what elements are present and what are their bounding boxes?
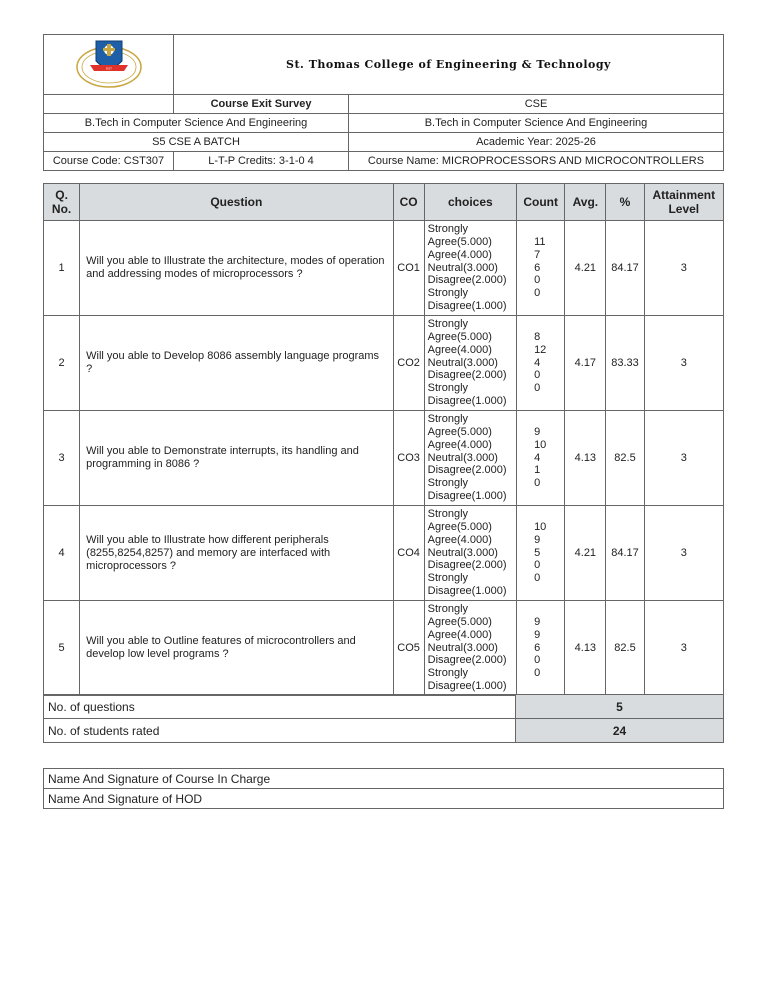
count-value: 0 (534, 369, 541, 382)
choice-label: Disagree(2.000) (427, 559, 507, 572)
count-value: 11 (534, 236, 546, 248)
choice-label: Agree(4.000) (427, 438, 492, 451)
choice-label: Strongly Agree(5.000) (427, 318, 492, 343)
co-code: CO4 (393, 506, 424, 601)
logo-cell (44, 35, 174, 95)
attainment-level: 3 (644, 601, 723, 696)
count-value: 4 (534, 451, 541, 464)
choice-label: Disagree(2.000) (427, 274, 507, 287)
col-count: Count (517, 184, 565, 221)
header-table (43, 34, 724, 171)
choice-label: Neutral(3.000) (427, 261, 498, 274)
attainment-level: 3 (644, 411, 723, 506)
count-value: 0 (534, 654, 541, 667)
attainment-level: 3 (644, 316, 723, 411)
col-pct: % (606, 184, 644, 221)
svg-text:EST: EST (105, 66, 112, 71)
course-in-charge-signature: Name And Signature of Course In Charge (44, 769, 724, 789)
program-right: B.Tech in Computer Science And Engineering (349, 114, 724, 133)
academic-year: Academic Year: 2025-26 (349, 133, 724, 152)
college-logo (74, 35, 144, 91)
question-number: 3 (44, 411, 80, 506)
col-avg: Avg. (565, 184, 606, 221)
count-value: 9 (534, 616, 541, 628)
header-blank-cell (44, 95, 174, 114)
count-value: 5 (534, 546, 541, 559)
count-value: 9 (534, 533, 541, 546)
co-code: CO5 (393, 601, 424, 696)
program-left: B.Tech in Computer Science And Engineering (44, 114, 349, 133)
survey-table (43, 183, 724, 696)
choices-list (424, 221, 516, 316)
count-value: 12 (534, 343, 547, 356)
count-value: 0 (534, 572, 541, 585)
col-choices: choices (424, 184, 516, 221)
table-row (44, 316, 724, 411)
question-number: 4 (44, 506, 80, 601)
percent-value: 84.17 (606, 506, 644, 601)
ltp-credits: L-T-P Credits: 3-1-0 4 (174, 152, 349, 171)
percent-value: 83.33 (606, 316, 644, 411)
count-value: 6 (534, 641, 541, 654)
hod-signature: Name And Signature of HOD (44, 789, 724, 809)
choice-label: Strongly Disagree(1.000) (427, 287, 507, 312)
question-number: 2 (44, 316, 80, 411)
question-number: 1 (44, 221, 80, 316)
college-name: St. Thomas College of Engineering & Technology (174, 35, 724, 95)
attainment-level: 3 (644, 221, 723, 316)
choice-label: Disagree(2.000) (427, 464, 507, 477)
course-name: Course Name: MICROPROCESSORS AND MICROCONTROLLERS (349, 152, 724, 171)
attainment-level: 3 (644, 506, 723, 601)
students-rated-value: 24 (516, 719, 724, 743)
choices-list (424, 601, 516, 696)
choice-label: Agree(4.000) (427, 343, 492, 356)
counts-list (517, 316, 565, 411)
percent-value: 82.5 (606, 411, 644, 506)
choice-label: Strongly Agree(5.000) (427, 223, 492, 248)
col-level: Attainment Level (644, 184, 723, 221)
table-row (44, 506, 724, 601)
choices-list (424, 411, 516, 506)
questions-count-label: No. of questions (44, 695, 516, 719)
choice-label: Neutral(3.000) (427, 546, 498, 559)
summary-table (43, 694, 724, 743)
question-number: 5 (44, 601, 80, 696)
count-value: 9 (534, 628, 541, 641)
col-qno: Q. No. (44, 184, 80, 221)
question-text: Will you able to Illustrate how different peripherals (8255,8254,8257) and memory are interfaced with microprocessors ? (80, 506, 393, 601)
counts-list (517, 506, 565, 601)
choice-label: Disagree(2.000) (427, 654, 507, 667)
choice-label: Agree(4.000) (427, 628, 492, 641)
choice-label: Strongly Agree(5.000) (427, 603, 492, 628)
count-value: 0 (534, 382, 541, 395)
choice-label: Strongly Agree(5.000) (427, 508, 492, 533)
count-value: 0 (534, 274, 541, 287)
co-code: CO1 (393, 221, 424, 316)
count-value: 0 (534, 667, 541, 680)
average-value: 4.13 (565, 411, 606, 506)
choice-label: Agree(4.000) (427, 533, 492, 546)
choice-label: Strongly Disagree(1.000) (427, 667, 507, 692)
counts-list (517, 221, 565, 316)
co-code: CO3 (393, 411, 424, 506)
table-row (44, 221, 724, 316)
table-row (44, 411, 724, 506)
percent-value: 84.17 (606, 221, 644, 316)
count-value: 10 (534, 521, 547, 533)
count-value: 7 (534, 248, 541, 261)
course-code: Course Code: CST307 (44, 152, 174, 171)
question-text: Will you able to Demonstrate interrupts, its handling and programming in 8086 ? (80, 411, 393, 506)
question-text: Will you able to Develop 8086 assembly language programs ? (80, 316, 393, 411)
survey-title: Course Exit Survey (174, 95, 349, 114)
count-value: 4 (534, 356, 541, 369)
col-co: CO (393, 184, 424, 221)
questions-count-value: 5 (516, 695, 724, 719)
count-value: 6 (534, 261, 541, 274)
choice-label: Disagree(2.000) (427, 369, 507, 382)
choice-label: Neutral(3.000) (427, 641, 498, 654)
batch: S5 CSE A BATCH (44, 133, 349, 152)
count-value: 0 (534, 287, 541, 300)
choice-label: Strongly Disagree(1.000) (427, 572, 507, 597)
choice-label: Strongly Disagree(1.000) (427, 477, 507, 502)
average-value: 4.13 (565, 601, 606, 696)
question-text: Will you able to Illustrate the architecture, modes of operation and addressing modes of microprocessors ? (80, 221, 393, 316)
department: CSE (349, 95, 724, 114)
counts-list (517, 411, 565, 506)
average-value: 4.21 (565, 506, 606, 601)
count-value: 9 (534, 426, 541, 438)
col-question: Question (80, 184, 393, 221)
count-value: 10 (534, 438, 547, 451)
choice-label: Strongly Disagree(1.000) (427, 382, 507, 407)
co-code: CO2 (393, 316, 424, 411)
choice-label: Neutral(3.000) (427, 451, 498, 464)
question-text: Will you able to Outline features of microcontrollers and develop low level programs ? (80, 601, 393, 696)
count-value: 0 (534, 477, 541, 490)
count-value: 8 (534, 331, 541, 343)
choices-list (424, 316, 516, 411)
table-row (44, 601, 724, 696)
choice-label: Agree(4.000) (427, 248, 492, 261)
choices-list (424, 506, 516, 601)
count-value: 1 (534, 464, 541, 477)
counts-list (517, 601, 565, 696)
choice-label: Neutral(3.000) (427, 356, 498, 369)
average-value: 4.17 (565, 316, 606, 411)
average-value: 4.21 (565, 221, 606, 316)
choice-label: Strongly Agree(5.000) (427, 413, 492, 438)
students-rated-label: No. of students rated (44, 719, 516, 743)
signature-table (43, 768, 724, 809)
percent-value: 82.5 (606, 601, 644, 696)
count-value: 0 (534, 559, 541, 572)
